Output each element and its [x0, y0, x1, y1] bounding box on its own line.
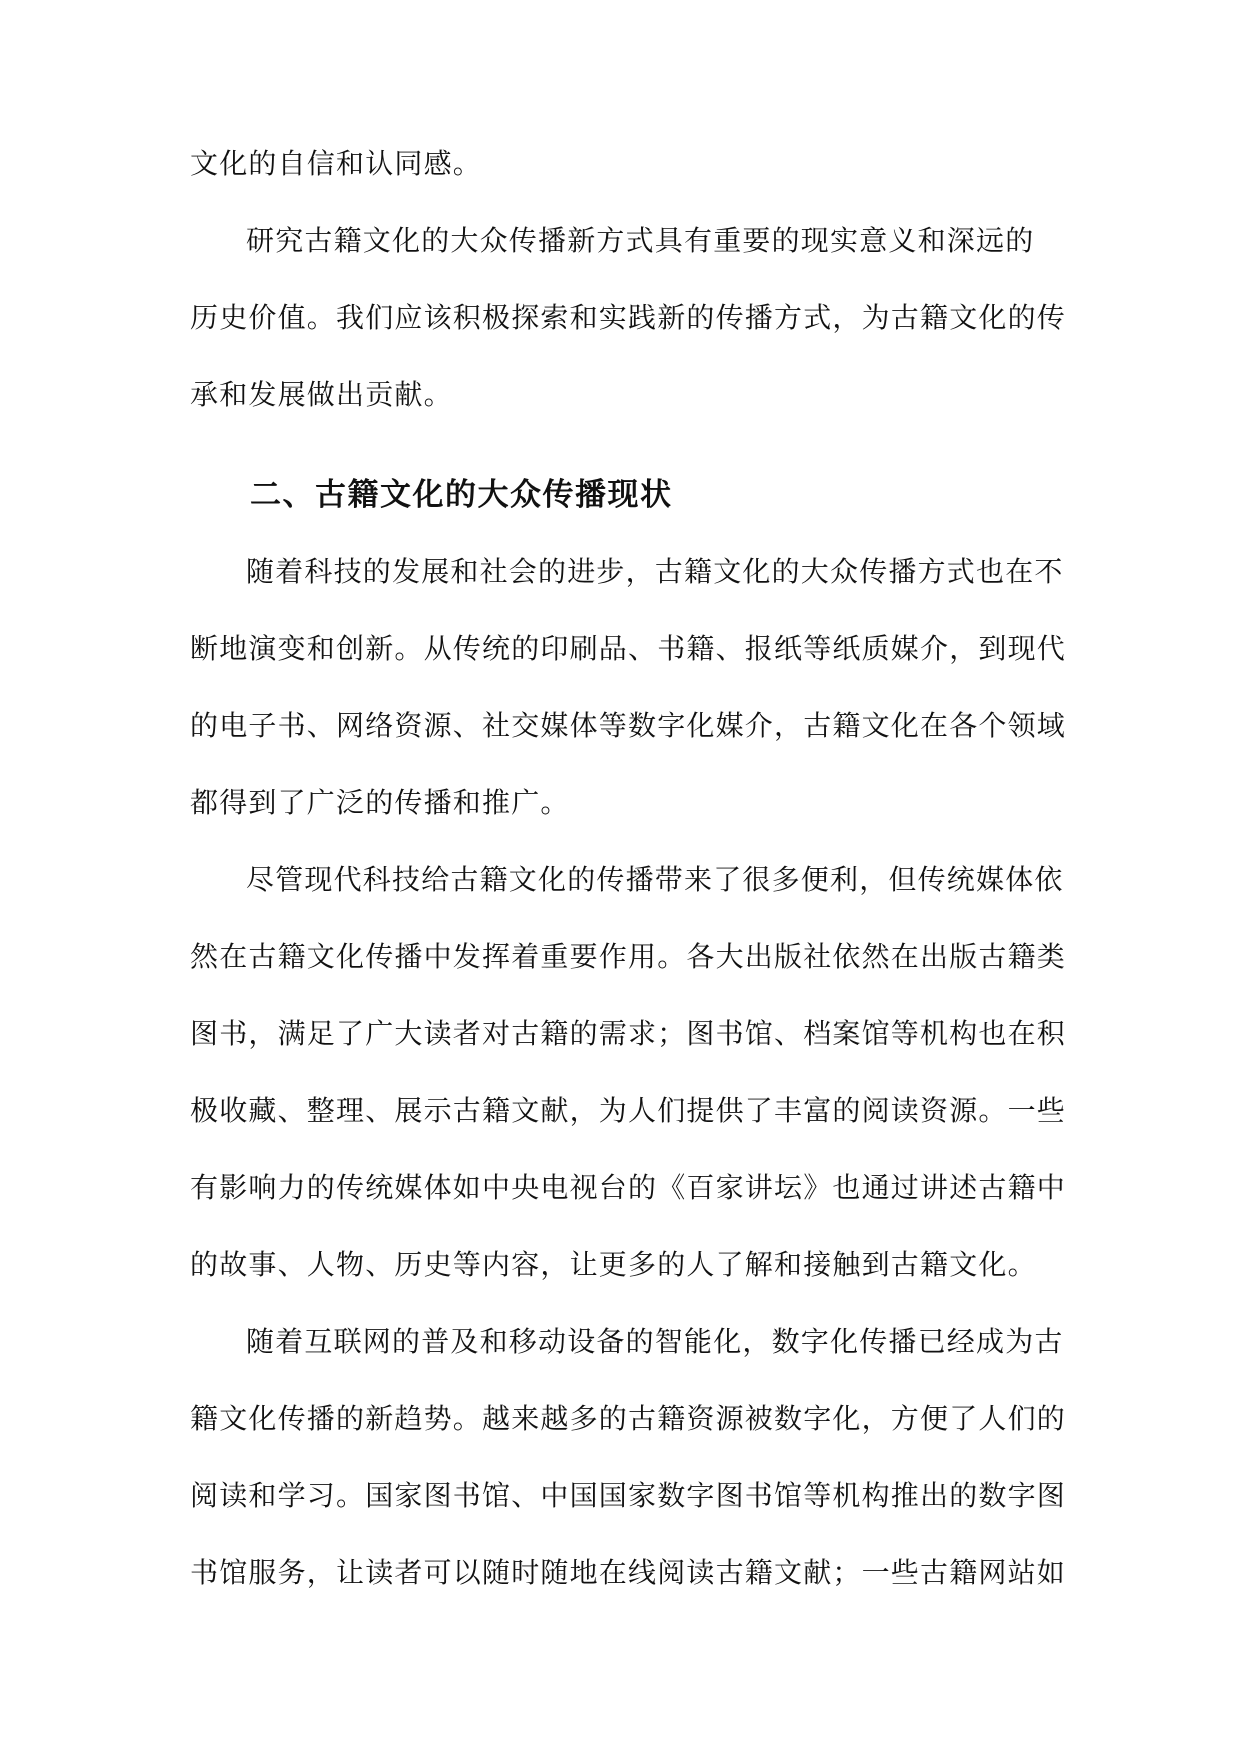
text-line: 研究古籍文化的大众传播新方式具有重要的现实意义和深远的: [246, 224, 1035, 257]
text-line: 籍文化传播的新趋势。越来越多的古籍资源被数字化，方便了人们的: [190, 1402, 1067, 1435]
paragraph-traditional: [190, 859, 1067, 1286]
text-line: 随着互联网的普及和移动设备的智能化，数字化传播已经成为古: [246, 1325, 1064, 1358]
text-line: 承和发展做出贡献。: [190, 378, 453, 411]
paragraph-intro-end: [190, 143, 1058, 185]
text-line: 的电子书、网络资源、社交媒体等数字化媒介，古籍文化在各个领域: [190, 709, 1067, 742]
paragraph-significance: [190, 220, 1067, 416]
paragraph-digital: [190, 1321, 1067, 1594]
text-line: 断地演变和创新。从传统的印刷品、书籍、报纸等纸质媒介，到现代: [190, 632, 1067, 665]
text-line: 书馆服务，让读者可以随时随地在线阅读古籍文献；一些古籍网站如: [190, 1556, 1067, 1589]
text-line: 的故事、人物、历史等内容，让更多的人了解和接触到古籍文化。: [190, 1248, 1037, 1281]
text-line: 极收藏、整理、展示古籍文献，为人们提供了丰富的阅读资源。一些: [190, 1094, 1067, 1127]
text-line: 有影响力的传统媒体如中央电视台的《百家讲坛》也通过讲述古籍中: [190, 1171, 1067, 1204]
section-heading: 二、古籍文化的大众传播现状: [250, 477, 673, 513]
text-line: 阅读和学习。国家图书馆、中国国家数字图书馆等机构推出的数字图: [190, 1479, 1067, 1512]
text-line: 随着科技的发展和社会的进步，古籍文化的大众传播方式也在不: [246, 555, 1064, 588]
paragraph-evolution: [190, 551, 1067, 824]
text-line: 图书，满足了广大读者对古籍的需求；图书馆、档案馆等机构也在积: [190, 1017, 1067, 1050]
text-line: 都得到了广泛的传播和推广。: [190, 786, 570, 819]
text-line: 尽管现代科技给古籍文化的传播带来了很多便利，但传统媒体依: [246, 863, 1064, 896]
text-line: 文化的自信和认同感。: [190, 147, 483, 180]
document-body: [190, 143, 1067, 1594]
text-line: 历史价值。我们应该积极探索和实践新的传播方式，为古籍文化的传: [190, 301, 1067, 334]
text-line: 然在古籍文化传播中发挥着重要作用。各大出版社依然在出版古籍类: [190, 940, 1067, 973]
